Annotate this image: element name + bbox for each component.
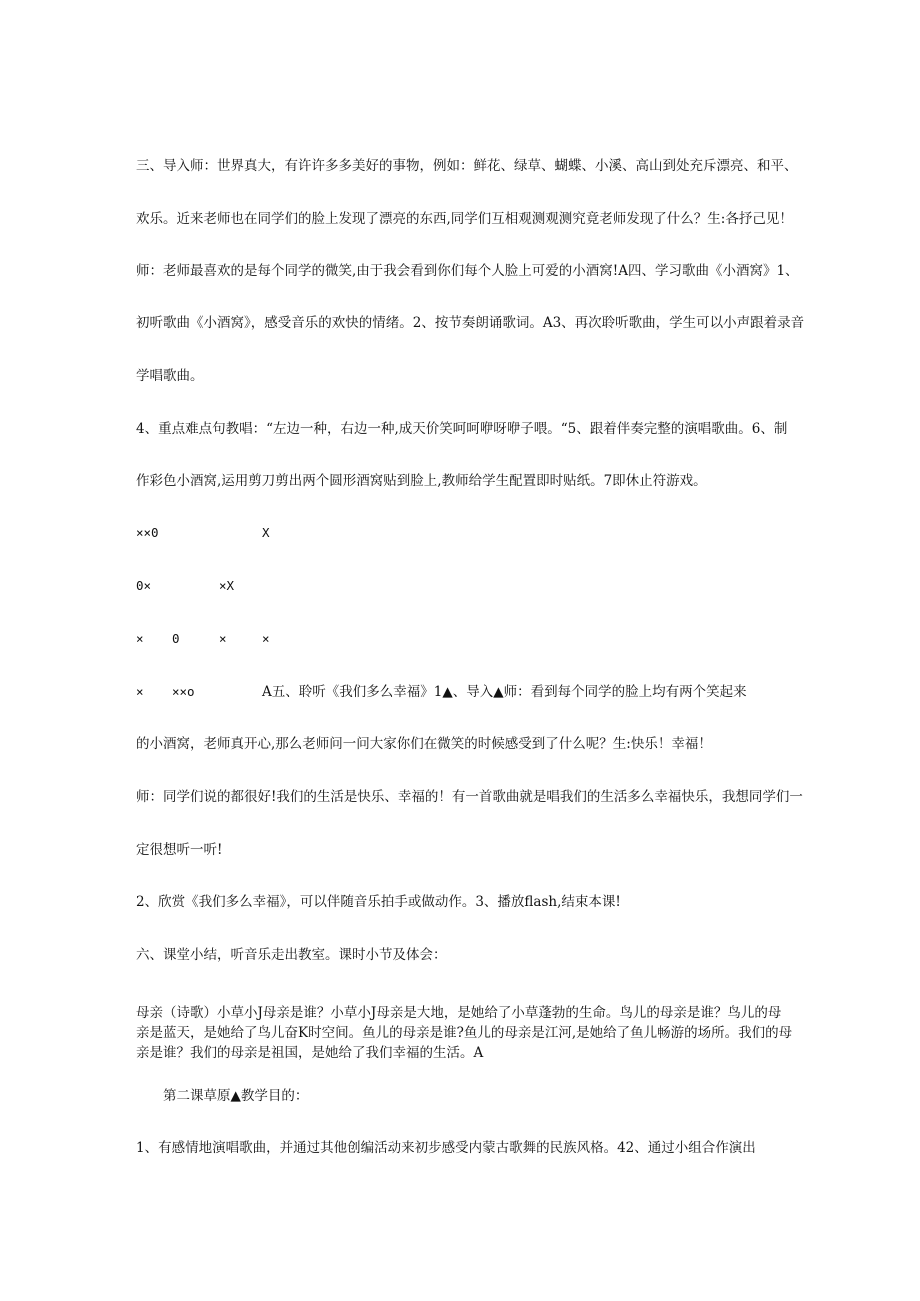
rhythm-row-4-col-2: ××o [172,684,195,699]
poem-line-3: 亲是谁？我们的母亲是祖国，是她给了我们幸福的生活。A [136,1045,484,1061]
rhythm-row-3-col-2: 0 [172,631,180,646]
section-5-line-3: 定很想听一听! [136,842,223,858]
rhythm-row-2-left: 0× [136,578,152,593]
poem-line-2: 亲是蓝天，是她给了鸟儿奋K时空间。鱼儿的母亲是谁?鱼儿的母亲是江河,是她给了鱼儿畅游的场所。我们的母 [136,1025,793,1041]
rhythm-row-4-col-1: × [136,684,144,699]
section-3-line-2: 欢乐。近来老师也在同学们的脸上发现了漂亮的东西,同学们互相观测观测究竟老师发现了什么？生:各抒己见！ [136,211,793,227]
lesson-2-line-1: 1、有感情地演唱歌曲，并通过其他创编活动来初步感受内蒙古歌舞的民族风格。42、通过小组合作演出 [136,1140,756,1156]
section-3-line-4: 初听歌曲《小酒窝》，感受音乐的欢快的情绪。2、按节奏朗诵歌词。A3、再次聆听歌曲，学生可以小声跟着录音 [136,315,805,331]
rhythm-row-3-col-4: × [262,631,270,646]
rhythm-row-2-right: ×X [219,578,235,593]
rhythm-row-3-col-3: × [219,631,227,646]
section-5-line-2: 师：同学们说的都很好!我们的生活是快乐、幸福的！有一首歌曲就是唱我们的生活多么幸福快乐，我想同学们一 [136,789,803,805]
lesson-2-heading: 第二课草原▲教学目的： [163,1088,309,1104]
section-3-line-3: 师：老师最喜欢的是每个同学的微笑,由于我会看到你们每个人脸上可爱的小酒窝!A四、学习歌曲《小酒窝》1、 [136,263,799,279]
rhythm-row-3-col-1: × [136,631,144,646]
section-4-line-1: 4、重点难点句教唱：“左边一种，右边一种,成天价笑呵呵咿呀咿子喂。“5、跟着伴奏完整的演唱歌曲。6、制 [136,421,788,437]
poem-line-1: 母亲（诗歌）小草小J母亲是谁？小草小J母亲是大地，是她给了小草蓬勃的生命。鸟儿的母亲是谁？鸟儿的母 [136,1005,782,1021]
section-5-heading-line: A五、聆听《我们多么幸福》1▲、导入▲师：看到每个同学的脸上均有两个笑起来 [262,684,747,700]
rhythm-row-1-left: ××0 [136,525,159,540]
section-6-line-1: 六、课堂小结，听音乐走出教室。课时小节及体会： [136,947,447,963]
section-3-line-1: 三、导入师：世界真大，有许许多多美好的事物，例如：鲜花、绿草、蝴蝶、小溪、高山到处充斥漂亮、和平、 [136,158,798,174]
section-4-line-2: 作彩色小酒窝,运用剪刀剪出两个圆形酒窝贴到脸上,教师给学生配置即时贴纸。7即休止符游戏。 [136,473,707,489]
rhythm-row-1-right: X [262,525,270,540]
section-5-line-4: 2、欣赏《我们多么幸福》，可以伴随音乐拍手或做动作。3、播放flash,结束本课! [136,894,621,910]
section-3-line-5: 学唱歌曲。 [136,368,204,384]
section-5-line-1: 的小酒窝，老师真开心,那么老师问一问大家你们在微笑的时候感受到了什么呢？生:快乐！幸福！ [136,736,712,752]
